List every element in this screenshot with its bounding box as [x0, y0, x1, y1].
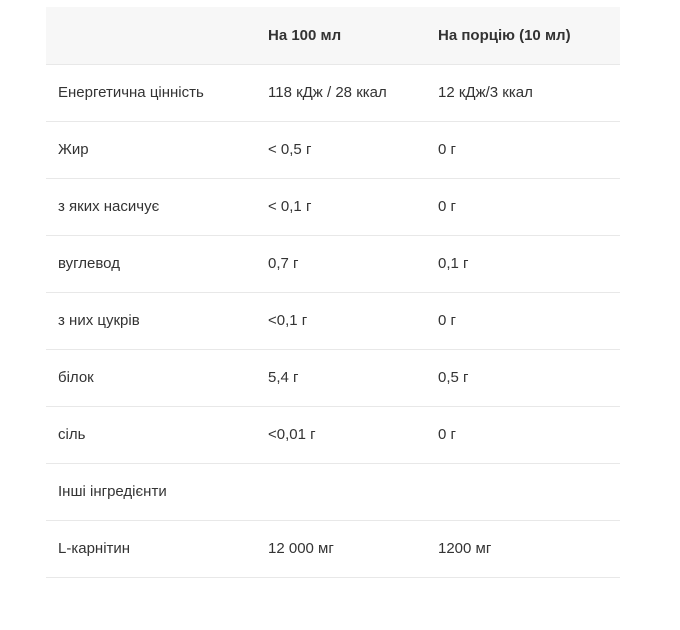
value-per-100ml: 12 000 мг — [268, 540, 334, 557]
nutrient-name: з яких насичує — [58, 198, 160, 215]
value-per-serving: 0,1 г — [438, 255, 469, 272]
value-per-100ml: 0,7 г — [268, 255, 299, 272]
value-per-100ml: <0,01 г — [268, 426, 316, 443]
value-per-serving: 0,5 г — [438, 369, 469, 386]
value-per-serving: 0 г — [438, 426, 456, 443]
table-row — [46, 292, 620, 349]
header-cell-per-100ml: На 100 мл — [268, 26, 342, 44]
header-cell-per-serving: На порцію (10 мл) — [438, 26, 571, 44]
nutrient-name: з них цукрів — [58, 312, 140, 329]
nutrition-table — [46, 7, 620, 578]
header-cell-empty — [46, 7, 256, 64]
value-per-100ml — [256, 463, 426, 520]
value-per-serving: 0 г — [438, 141, 456, 158]
nutrient-name: Енергетична цінність — [58, 84, 204, 101]
table-header-row — [46, 7, 620, 64]
table-row — [46, 64, 620, 121]
value-per-serving — [426, 463, 620, 520]
value-per-100ml: <0,1 г — [268, 312, 308, 329]
table-row — [46, 235, 620, 292]
value-per-100ml: < 0,5 г — [268, 141, 312, 158]
table-row — [46, 463, 620, 520]
table-row — [46, 121, 620, 178]
table-row — [46, 520, 620, 577]
table-row — [46, 178, 620, 235]
value-per-serving: 12 кДж/3 ккал — [438, 84, 533, 101]
value-per-100ml: < 0,1 г — [268, 198, 312, 215]
table-row — [46, 349, 620, 406]
nutrient-name: L-карнітин — [58, 540, 131, 557]
value-per-100ml: 5,4 г — [268, 369, 299, 386]
nutrient-name: білок — [58, 369, 94, 386]
nutrient-name: сіль — [58, 426, 86, 443]
nutrient-name: вуглевод — [58, 255, 120, 272]
table-row — [46, 406, 620, 463]
value-per-serving: 0 г — [438, 198, 456, 215]
value-per-serving: 1200 мг — [438, 540, 492, 557]
section-label-other-ingredients: Інші інгредієнти — [58, 483, 167, 500]
value-per-100ml: 118 кДж / 28 ккал — [268, 84, 387, 101]
value-per-serving: 0 г — [438, 312, 456, 329]
nutrient-name: Жир — [58, 141, 89, 158]
